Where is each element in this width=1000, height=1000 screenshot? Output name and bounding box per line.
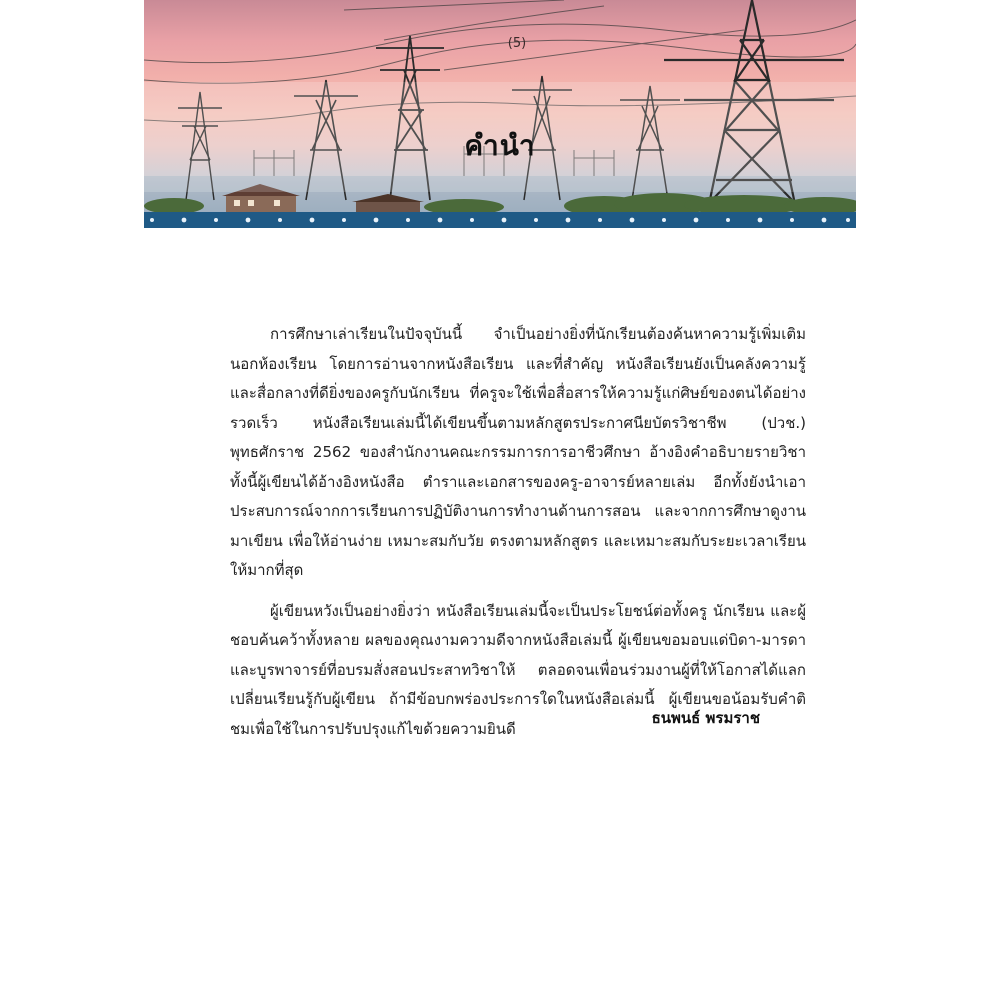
page-title: คำนำ: [464, 129, 536, 162]
preface-body: [230, 320, 806, 755]
page-number: (5): [507, 36, 527, 51]
author-signature: ธนพนธ์ พรมราช: [651, 709, 760, 727]
header-banner: [144, 0, 856, 228]
paragraph-1: การศึกษาเล่าเรียนในปัจจุบันนี้ จำเป็นอย่างยิ่งที่นักเรียนต้องค้นหาความรู้เพิ่มเติมนอกห้องเรียน โดยการอ่านจากหนังสือเรียน และที่สำคัญ หนังสือเรียนยังเป็นคลังความรู้และสื่อกลางที่ดียิ่งของครูกับนักเรียน ที่ครูจะใช้เพื่อสื่อสารให้ความรู้แก่ศิษย์ของตนได้อย่างรวดเร็ว หนังสือเรียนเล่มนี้ได้เขียนขึ้นตามหลักสูตรประกาศนียบัตรวิชาชีพ (ปวช.) พุทธศักราช 2562 ของสำนักงานคณะกรรมการการอาชีวศึกษา อ้างอิงคำอธิบายรายวิชา ทั้งนี้ผู้เขียนได้อ้างอิงหนังสือ ตำราและเอกสารของครู-อาจารย์หลายเล่ม อีกทั้งยังนำเอาประสบการณ์จากการเรียนการปฏิบัติงานการทำงานด้านการสอน และจากการศึกษาดูงานมาเขียน เพื่อให้อ่านง่าย เหมาะสมกับวัย ตรงตามหลักสูตร และเหมาะสมกับระยะเวลาเรียนให้มากที่สุด: [230, 325, 806, 579]
paragraph-2: ผู้เขียนหวังเป็นอย่างยิ่งว่า หนังสือเรียนเล่มนี้จะเป็นประโยชน์ต่อทั้งครู นักเรียน และผู้ชอบค้นคว้าทั้งหลาย ผลของคุณงามความดีจากหนังสือเล่มนี้ ผู้เขียนขอมอบแด่บิดา-มารดาและบูรพาจารย์ที่อบรมสั่งสอนประสาทวิชาให้ ตลอดจนเพื่อนร่วมงานผู้ที่ให้โอกาสได้แลกเปลี่ยนเรียนรู้กับผู้เขียน ถ้ามีข้อบกพร่องประการใดในหนังสือเล่มนี้ ผู้เขียนขอน้อมรับคำติชมเพื่อใช้ในการปรับปรุงแก้ไขด้วยความยินดี: [230, 601, 806, 738]
